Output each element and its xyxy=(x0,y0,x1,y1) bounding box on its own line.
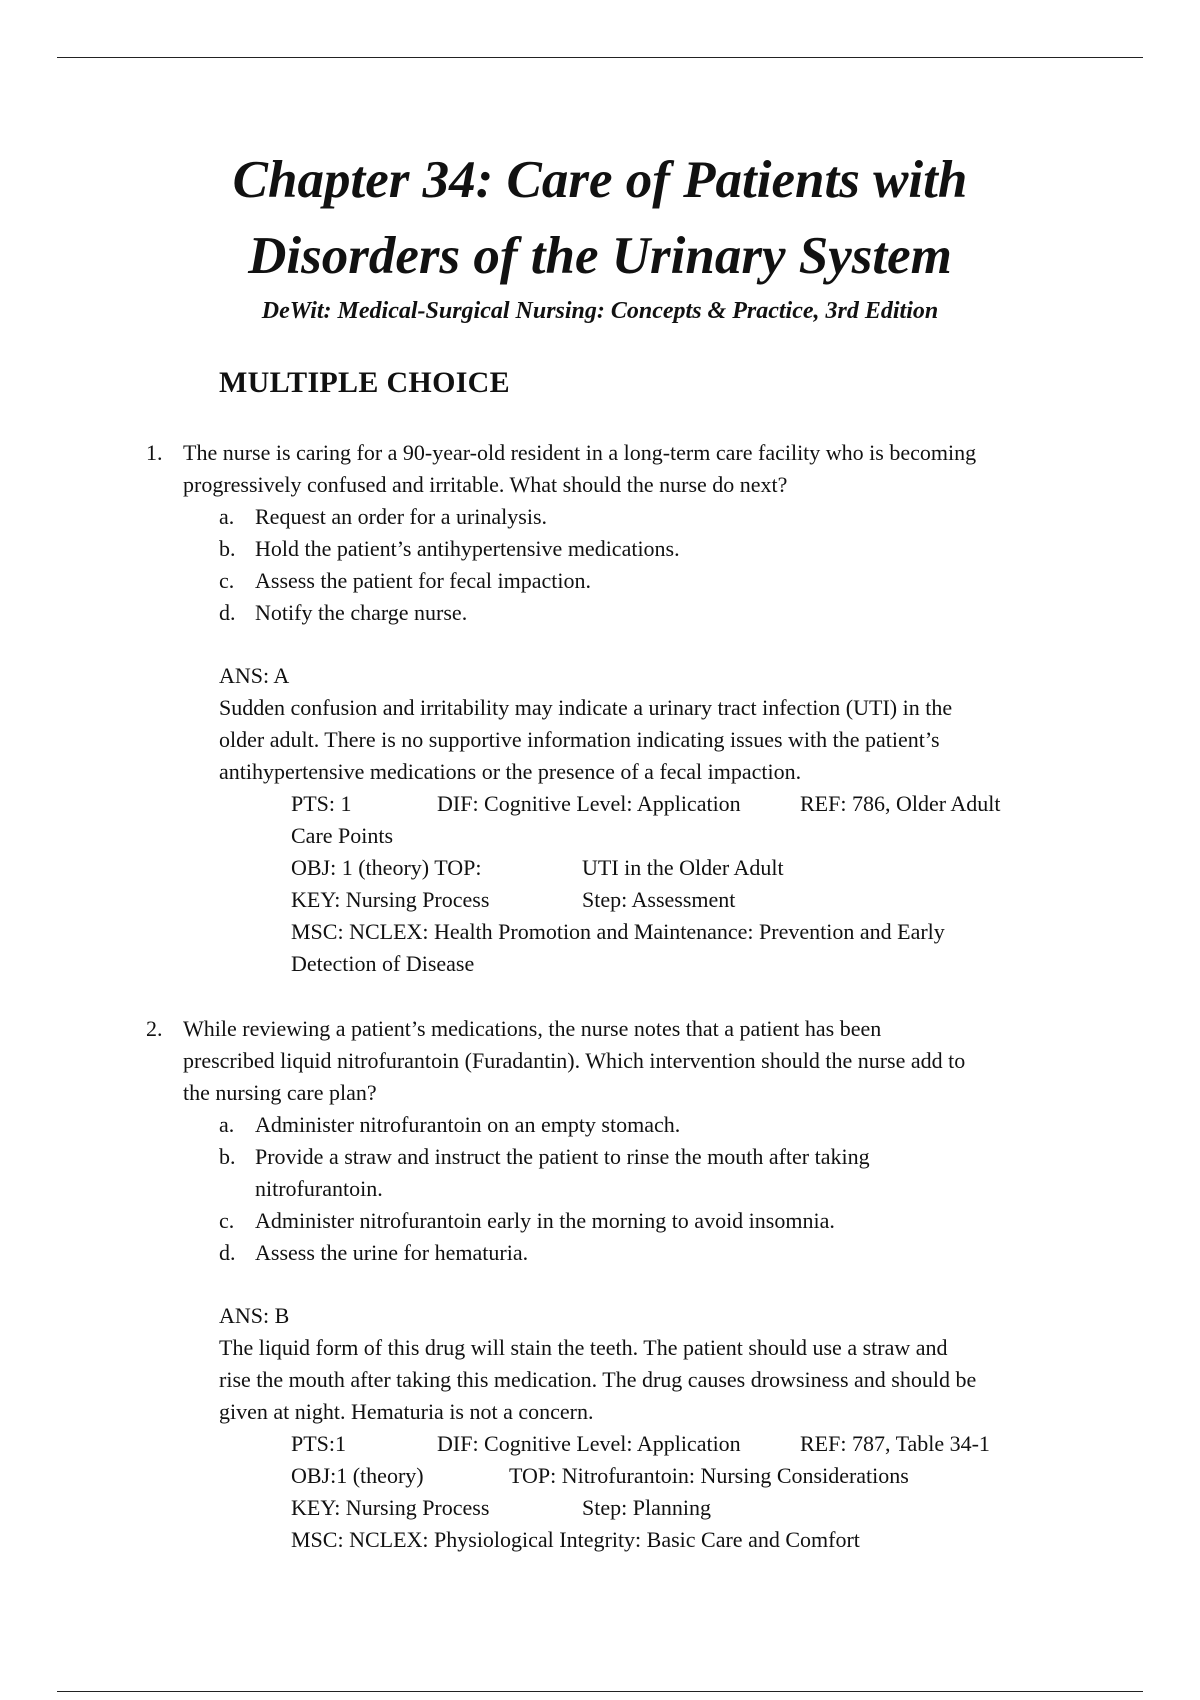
top-rule xyxy=(57,57,1143,58)
meta-objective: OBJ:1 (theory) xyxy=(291,1463,424,1488)
answer-option: nitrofurantoin. xyxy=(255,1176,383,1201)
option-letter: a. xyxy=(219,1112,235,1137)
meta-reference: REF: 787, Table 34-1 xyxy=(800,1431,990,1456)
meta-key: KEY: Nursing Process xyxy=(291,1495,490,1520)
question-number: 1. xyxy=(146,440,163,465)
option-letter: b. xyxy=(219,1144,236,1169)
meta-step: Step: Assessment xyxy=(582,887,736,912)
question-stem: The nurse is caring for a 90-year-old resident in a long-term care facility who is becoming xyxy=(183,440,977,465)
section-heading: MULTIPLE CHOICE xyxy=(219,366,510,399)
meta-topic: TOP: Nitrofurantoin: Nursing Considerations xyxy=(509,1463,909,1488)
option-letter: a. xyxy=(219,504,235,529)
rationale: rise the mouth after taking this medication. The drug causes drowsiness and should be xyxy=(219,1367,977,1392)
rationale: antihypertensive medications or the presence of a fecal impaction. xyxy=(219,759,802,784)
rationale: older adult. There is no supportive information indicating issues with the patient’s xyxy=(219,727,940,752)
rationale: given at night. Hematuria is not a concern. xyxy=(219,1399,594,1424)
answer-option: Request an order for a urinalysis. xyxy=(255,504,548,529)
answer-option: Assess the patient for fecal impaction. xyxy=(255,568,592,593)
question-stem: progressively confused and irritable. What should the nurse do next? xyxy=(183,472,788,497)
answer-key: ANS: A xyxy=(219,663,290,688)
option-letter: d. xyxy=(219,600,236,625)
answer-key: ANS: B xyxy=(219,1303,290,1328)
option-letter: c. xyxy=(219,568,235,593)
meta-difficulty: DIF: Cognitive Level: Application xyxy=(437,1431,741,1456)
option-letter: c. xyxy=(219,1208,235,1233)
meta-reference: Care Points xyxy=(291,823,394,848)
book-subtitle: DeWit: Medical-Surgical Nursing: Concepts & Practice, 3rd Edition xyxy=(261,298,939,324)
meta-reference: REF: 786, Older Adult xyxy=(800,791,1001,816)
answer-option: Administer nitrofurantoin on an empty stomach. xyxy=(255,1112,681,1137)
option-letter: b. xyxy=(219,536,236,561)
meta-msc: MSC: NCLEX: Physiological Integrity: Basic Care and Comfort xyxy=(291,1527,860,1552)
question-stem: While reviewing a patient’s medications, the nurse notes that a patient has been xyxy=(183,1016,882,1041)
question-number: 2. xyxy=(146,1016,163,1041)
meta-msc: Detection of Disease xyxy=(291,951,475,976)
meta-key: KEY: Nursing Process xyxy=(291,887,490,912)
chapter-title-line1: Chapter 34: Care of Patients with xyxy=(232,151,968,209)
option-letter: d. xyxy=(219,1240,236,1265)
meta-objective: OBJ: 1 (theory) TOP: xyxy=(291,855,482,880)
meta-points: PTS: 1 xyxy=(291,791,352,816)
question-stem: prescribed liquid nitrofurantoin (Furadantin). Which intervention should the nurse add to xyxy=(183,1048,966,1073)
meta-topic: UTI in the Older Adult xyxy=(582,855,784,880)
meta-points: PTS:1 xyxy=(291,1431,347,1456)
bottom-rule xyxy=(57,1691,1143,1692)
question-stem: the nursing care plan? xyxy=(183,1080,377,1105)
meta-msc: MSC: NCLEX: Health Promotion and Maintenance: Prevention and Early xyxy=(291,919,945,944)
answer-option: Hold the patient’s antihypertensive medications. xyxy=(255,536,680,561)
answer-option: Assess the urine for hematuria. xyxy=(255,1240,529,1265)
meta-step: Step: Planning xyxy=(582,1495,711,1520)
rationale: Sudden confusion and irritability may indicate a urinary tract infection (UTI) in the xyxy=(219,695,953,720)
chapter-title-line2: Disorders of the Urinary System xyxy=(248,227,952,285)
rationale: The liquid form of this drug will stain the teeth. The patient should use a straw and xyxy=(219,1335,948,1360)
answer-option: Notify the charge nurse. xyxy=(255,600,468,625)
meta-difficulty: DIF: Cognitive Level: Application xyxy=(437,791,741,816)
answer-option: Administer nitrofurantoin early in the morning to avoid insomnia. xyxy=(255,1208,835,1233)
answer-option: Provide a straw and instruct the patient to rinse the mouth after taking xyxy=(255,1144,870,1169)
